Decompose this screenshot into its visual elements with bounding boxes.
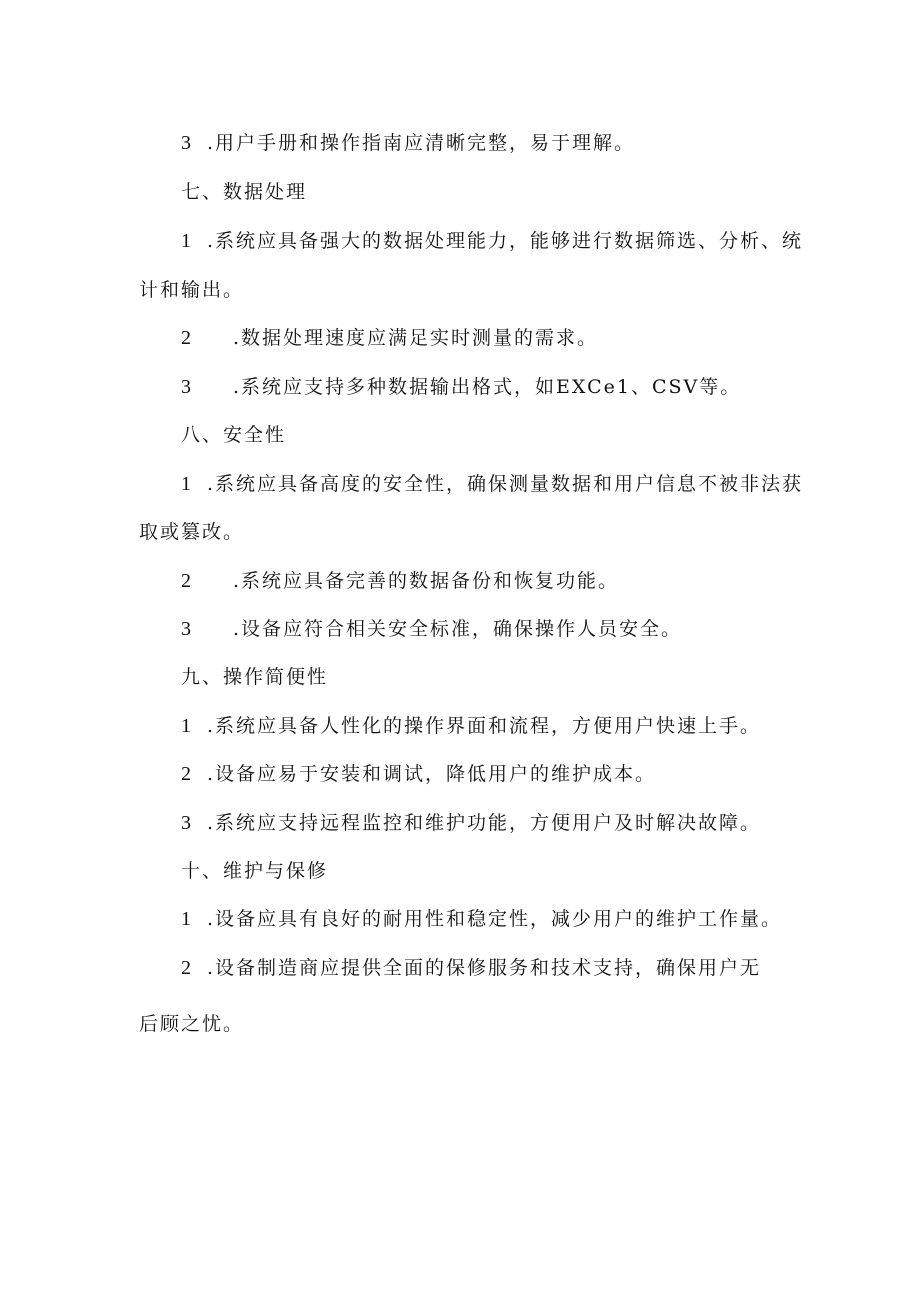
section-heading-data-processing [181, 180, 307, 204]
list-text: .系统应支持远程监控和维护功能，方便用户及时解决故障。 [207, 812, 762, 834]
list-item-3 [181, 131, 635, 155]
list-item-continuation [139, 278, 244, 302]
list-number: 2 [181, 570, 193, 592]
list-number: 3 [181, 618, 193, 640]
list-text: .设备制造商应提供全面的保修服务和技术支持，确保用户无 [207, 957, 762, 979]
list-item-3 [181, 375, 741, 399]
list-item-1 [181, 472, 803, 496]
list-text: .系统应具备完善的数据备份和恢复功能。 [233, 570, 620, 592]
list-text: .系统应具备强大的数据处理能力，能够进行数据筛选、分析、统 [207, 230, 804, 252]
list-item-2 [181, 762, 656, 786]
list-number: 1 [181, 908, 193, 930]
section-heading-text: 七、数据处理 [181, 181, 308, 203]
list-text: .数据处理速度应满足实时测量的需求。 [233, 327, 599, 349]
section-heading-text: 九、操作简便性 [181, 666, 329, 688]
list-item-1 [181, 714, 761, 738]
list-text: .设备应具有良好的耐用性和稳定性，减少用户的维护工作量。 [207, 908, 783, 930]
section-heading-ease-of-use [181, 665, 328, 689]
list-item-1 [181, 907, 782, 931]
list-item-2 [181, 956, 761, 980]
list-item-3 [181, 617, 682, 641]
list-number: 3 [181, 376, 193, 398]
list-item-3 [181, 811, 761, 835]
list-number: 1 [181, 715, 193, 737]
list-text: 取或篡改。 [139, 521, 245, 543]
list-text: .系统应支持多种数据输出格式，如EXCe1、CSV等。 [233, 376, 742, 398]
list-text: .设备应易于安装和调试，降低用户的维护成本。 [207, 763, 657, 785]
list-text: .用户手册和操作指南应清晰完整，易于理解。 [207, 132, 636, 154]
list-number: 3 [181, 132, 193, 154]
list-item-2 [181, 326, 598, 350]
list-number: 1 [181, 473, 193, 495]
list-item-1 [181, 229, 803, 253]
list-item-2 [181, 569, 619, 593]
list-text: .系统应具备人性化的操作界面和流程，方便用户快速上手。 [207, 715, 762, 737]
list-text: 计和输出。 [139, 279, 245, 301]
list-text: .系统应具备高度的安全性，确保测量数据和用户信息不被非法获 [207, 473, 804, 495]
list-text: 后顾之忧。 [139, 1013, 245, 1035]
list-number: 2 [181, 763, 193, 785]
list-number: 1 [181, 230, 193, 252]
section-heading-maintenance [181, 859, 328, 883]
section-heading-text: 八、安全性 [181, 424, 287, 446]
section-heading-text: 十、维护与保修 [181, 860, 329, 882]
list-item-continuation [139, 1012, 244, 1036]
list-number: 2 [181, 327, 193, 349]
list-number: 2 [181, 957, 193, 979]
list-number: 3 [181, 812, 193, 834]
list-text: .设备应符合相关安全标准，确保操作人员安全。 [233, 618, 683, 640]
section-heading-security [181, 423, 286, 447]
list-item-continuation [139, 520, 244, 544]
